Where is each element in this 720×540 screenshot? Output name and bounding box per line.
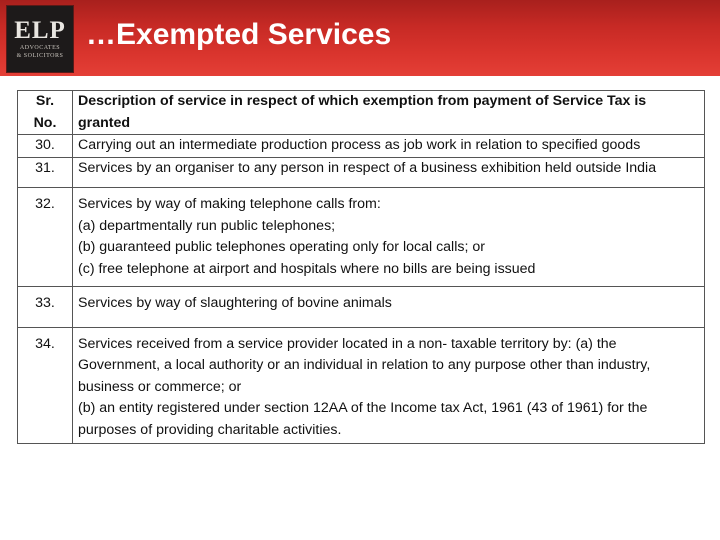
row-description <box>73 188 705 287</box>
description-line: Services by an organiser to any person in respect of a business exhibition held outside India <box>78 159 657 176</box>
row-sr-no: 30. <box>18 135 73 158</box>
description-line: (c) free telephone at airport and hospitals where no bills are being issued <box>78 260 536 277</box>
description-line: Services received from a service provider located in a non- taxable territory by: (a) the Government, a local authority or an individual in relation to any purpose other than industry, business or commerce; or <box>78 335 651 395</box>
row-description <box>73 327 705 444</box>
header-sr-no: Sr. No. <box>18 91 73 135</box>
description-line: Carrying out an intermediate production process as job work in relation to specified goods <box>78 137 641 153</box>
row-sr-no: 31. <box>18 157 73 188</box>
row-sr-no: 33. <box>18 287 73 328</box>
row-description <box>73 287 705 328</box>
elp-logo <box>6 5 74 73</box>
exempted-services-table <box>17 90 705 444</box>
slide-title: …Exempted Services <box>86 18 392 51</box>
table-row <box>18 327 705 444</box>
description-line: (b) an entity registered under section 12AA of the Income tax Act, 1961 (43 of 1961) for the purposes of providing charitable activities. <box>78 400 648 438</box>
description-line: (b) guaranteed public telephones operating only for local calls; or <box>78 239 485 255</box>
logo-line-2: & SOLICITORS <box>16 52 64 59</box>
logo-line-1: ADVOCATES <box>19 45 61 52</box>
row-sr-no: 34. <box>18 327 73 444</box>
table-row <box>18 287 705 328</box>
table-row <box>18 188 705 287</box>
header-description: Description of service in respect of which exemption from payment of Service Tax is granted <box>73 91 705 135</box>
table-header-row <box>18 91 705 135</box>
table-row <box>18 135 705 158</box>
table-row <box>18 157 705 188</box>
row-description <box>73 157 705 188</box>
description-line: Services by way of making telephone calls from: <box>78 196 381 212</box>
row-sr-no: 32. <box>18 188 73 287</box>
slide-header <box>0 0 720 76</box>
description-line: Services by way of slaughtering of bovine animals <box>78 295 392 311</box>
logo-mark: ELP <box>14 17 66 45</box>
row-description <box>73 135 705 158</box>
description-line: (a) departmentally run public telephones; <box>78 217 336 234</box>
